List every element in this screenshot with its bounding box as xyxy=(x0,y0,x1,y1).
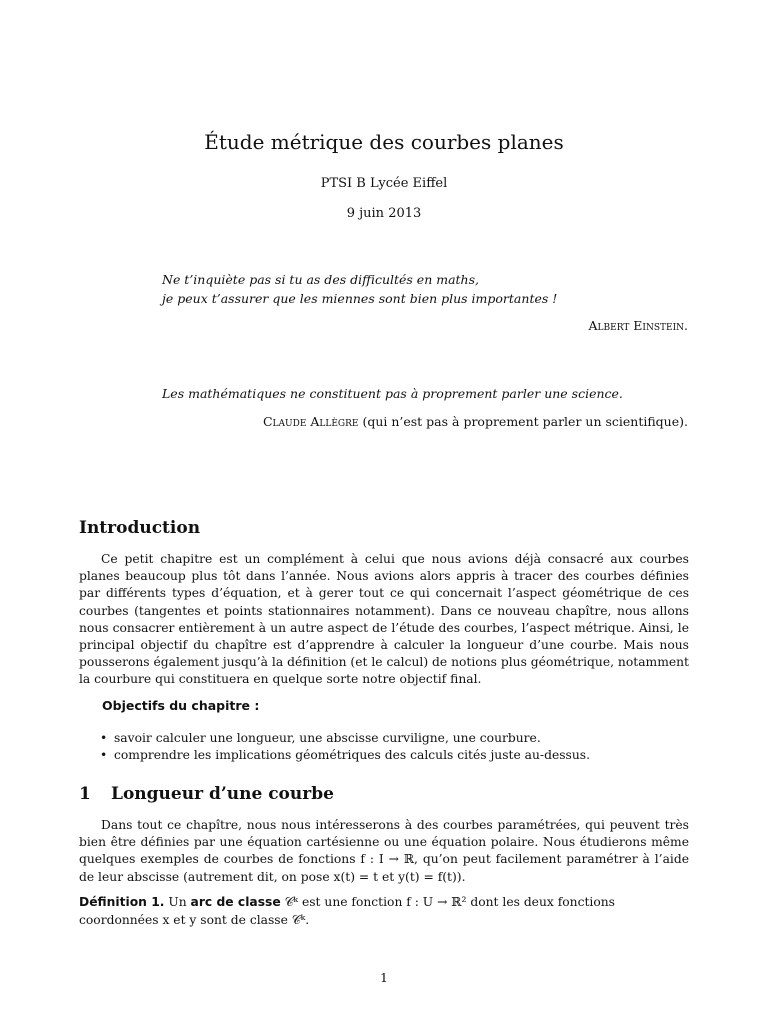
list-item: • savoir calculer une longueur, une abscisse curviligne, une courbure. xyxy=(100,730,590,747)
introduction-text: Ce petit chapitre est un complément à celui que nous avions déjà consacré aux courbes planes beaucoup plus tôt dans l’année. Nous avions alors appris à tracer des courbes définies par différents types d’équation, et à gerer tout ce qui concernait l’aspect géométrique de ces courbes (tangentes et points stationnaires notamment). Dans ce nouveau chapître, nous allons nous consacrer entièrement à un autre aspect de l’étude des courbes, l’aspect métrique. Ainsi, le principal objectif du chapître est d’apprendre à calculer la longueur d’une courbe. Mais nous pousserons également jusqu’à la définition (et le calcul) de notions plus géométrique, notamment la courbure qui constituera en quelque sorte notre objectif final. xyxy=(79,552,689,687)
author-note: (qui n’est pas à proprement parler un scientifique). xyxy=(358,414,688,429)
quote-line: Les mathématiques ne constituent pas à proprement parler une science. xyxy=(162,386,623,401)
section-text: Dans tout ce chapître, nous nous intéresserons à des courbes paramétrées, qui peuvent très bien être définies par une équation cartésienne ou une équation polaire. Nous étudierons même quelques exemples de courbes de fonctions f : I → ℝ, qu’on peut facilement paramétrer à l’aide de leur abscisse (autrement dit, on pose x(t) = t et y(t) = f(t)). xyxy=(79,818,689,884)
definition-block xyxy=(79,893,689,929)
section-number: 1 xyxy=(79,784,91,804)
quote-line: je peux t’assurer que les miennes sont bien plus importantes ! xyxy=(162,291,558,306)
definition-keyword: arc de classe xyxy=(190,895,281,909)
list-item: • comprendre les implications géométriques des calculs cités juste au-dessus. xyxy=(100,747,590,764)
definition-body: 𝒞ᵏ est une fonction f : U → ℝ² dont les deux fonctions coordonnées x et y sont de classe 𝒞ᵏ. xyxy=(79,895,615,927)
definition-label: Définition 1. xyxy=(79,895,165,909)
epigraph-quote-2 xyxy=(162,384,689,403)
objectives-list xyxy=(100,730,590,764)
page-number: 1 xyxy=(380,970,388,985)
document-date: 9 juin 2013 xyxy=(346,206,422,221)
introduction-heading: Introduction xyxy=(79,518,201,538)
author-name: Albert Einstein. xyxy=(588,318,688,333)
section-heading xyxy=(79,784,334,804)
document-title: Étude métrique des courbes planes xyxy=(204,130,564,154)
epigraph-author-2 xyxy=(263,414,688,429)
definition-pre: Un xyxy=(164,895,191,909)
quote-line: Ne t’inquiète pas si tu as des difficultés en maths, xyxy=(162,272,479,287)
introduction-paragraph xyxy=(79,551,689,689)
document-subtitle: PTSI B Lycée Eiffel xyxy=(320,176,448,191)
epigraph-author-1 xyxy=(589,318,688,333)
section-title: Longueur d’une courbe xyxy=(111,784,334,804)
epigraph-quote-1 xyxy=(162,270,689,308)
objectives-title: Objectifs du chapitre : xyxy=(102,698,260,713)
section-paragraph xyxy=(79,817,689,886)
author-name: Claude Allègre xyxy=(262,414,359,429)
